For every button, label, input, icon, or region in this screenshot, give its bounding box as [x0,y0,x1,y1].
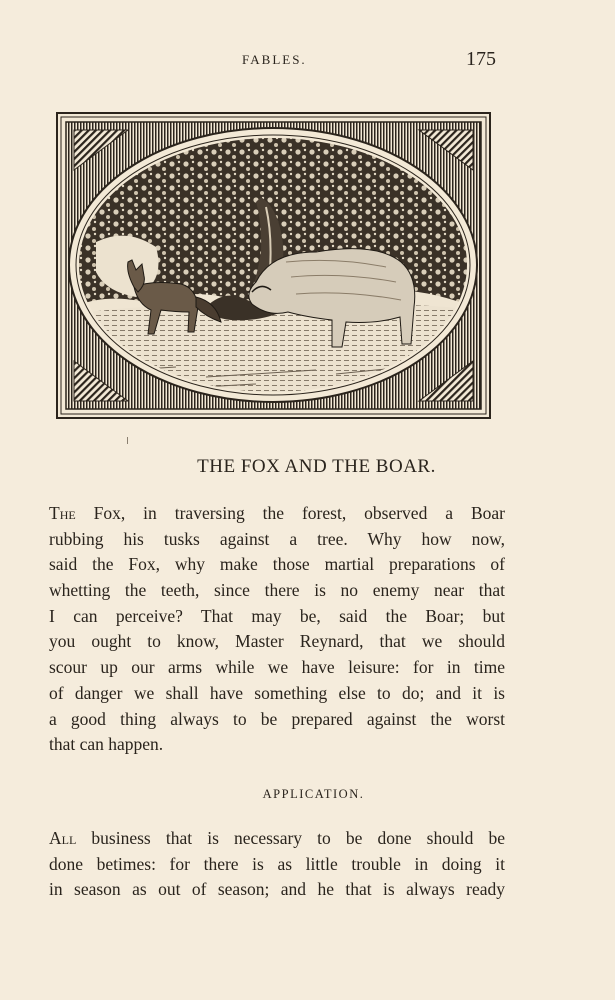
text-line: in season as out of season; and he that is always ready [49,879,505,900]
drop-word: The [49,503,76,523]
text-line: I can perceive? That may be, said the Boar; but [49,605,505,626]
running-title: FABLES. [242,52,307,67]
text-line: All business that is necessary to be done should be [49,828,505,848]
text-line: done betimes: for there is as little trouble in doing it [49,853,505,874]
fable-text [49,501,505,758]
text-line: rubbing his tusks against a tree. Why how now, [49,528,505,549]
drop-word: All [49,828,77,848]
engraving-illustration [56,112,491,419]
text-line: a good thing always to be prepared against the worst [49,708,505,729]
printer-mark [127,437,128,444]
text-line: of danger we shall have something else to do; and it is [49,682,505,703]
text-line: scour up our arms while we have leisure: for in time [49,657,505,678]
text-line: The Fox, in traversing the forest, observed a Boar [49,503,505,523]
text-line: that can happen. [49,734,164,755]
text-line: you ought to know, Master Reynard, that we should [49,631,505,652]
running-head [0,50,615,74]
fox-and-boar-engraving [56,112,491,419]
application-text [49,826,505,903]
application-heading: APPLICATION. [262,787,365,801]
text-line: whetting the teeth, since there is no enemy near that [49,580,505,601]
fable-title: THE FOX AND THE BOAR. [197,456,436,477]
text-line: said the Fox, why make those martial preparations of [49,554,505,575]
page-number: 175 [466,48,496,70]
